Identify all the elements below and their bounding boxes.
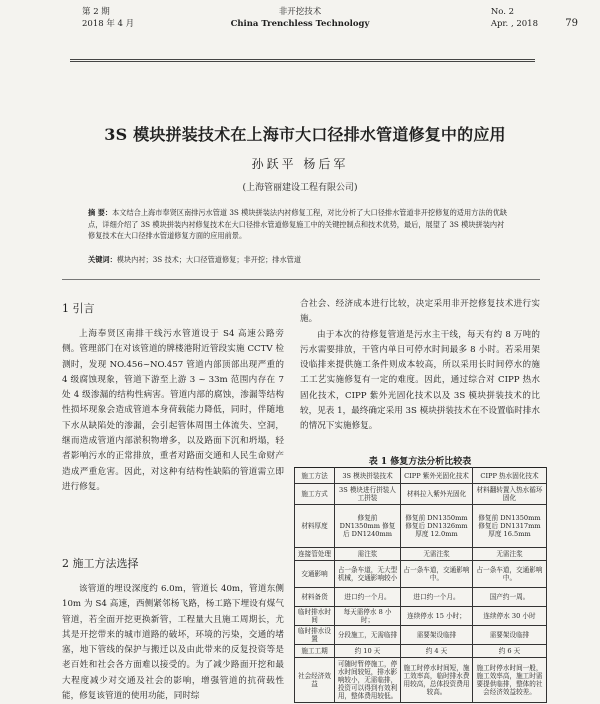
journal-name-en: China Trenchless Technology bbox=[230, 19, 370, 29]
abstract-label: 摘 要： bbox=[88, 208, 113, 217]
table-cell: 占一条车道，交通影响中。 bbox=[401, 561, 473, 588]
section-1-heading: 1 引言 bbox=[62, 302, 95, 315]
table-cell: 无需注浆 bbox=[473, 548, 547, 561]
abstract bbox=[88, 207, 508, 242]
table-cell: 材料拉入紫外光固化 bbox=[401, 484, 473, 505]
table-cell: 临时排水时间 bbox=[295, 607, 335, 626]
table-row bbox=[295, 658, 547, 703]
table-cell: 可随时暂停施工，停水时间较短，排水影响较小，无需临排，投资可以得到有效利用，整体费用较低。 bbox=[335, 658, 401, 703]
table-cell: 3S 模块拼装技术 bbox=[335, 468, 401, 484]
table-cell: 无需注浆 bbox=[401, 548, 473, 561]
table-cell: 施工时停水时间一般，施工效率高，施工时需要提供临排，整体的社会经济效益较差。 bbox=[473, 658, 547, 703]
table-cell: 连续停水 15 小时； bbox=[401, 607, 473, 626]
table-row bbox=[295, 607, 547, 626]
header-rule-thin bbox=[70, 61, 535, 62]
table-cell: 进口约一个月。 bbox=[335, 588, 401, 607]
table-cell: 交通影响 bbox=[295, 561, 335, 588]
table-cell: 需注浆 bbox=[335, 548, 401, 561]
header-right bbox=[490, 6, 578, 50]
table-cell: 修复前 DN1350mm 修复后 DN1326mm 厚度 12.0mm bbox=[401, 505, 473, 548]
table-cell: 连接管处理 bbox=[295, 548, 335, 561]
section-1-body bbox=[62, 327, 284, 495]
table-cell: CIPP 热水固化技术 bbox=[473, 468, 547, 484]
table-caption: 表 1 修复方法分析比较表 bbox=[368, 457, 472, 467]
table-cell: 3S 模块进行拼装人工拼装 bbox=[335, 484, 401, 505]
table-row bbox=[295, 561, 547, 588]
section-2-heading: 2 施工方法选择 bbox=[62, 557, 139, 570]
keywords-text: 模块内衬；3S 技术；大口径管道修复；非开挖；排水管道 bbox=[116, 255, 302, 264]
table-cell: 施工方式 bbox=[295, 484, 335, 505]
section-1-paragraph: 上海奉贤区南排干线污水管道设于 S4 高速公路旁侧。管理部门在对该管道的牌楼港附近管段实施 CCTV 检测时，发现 NO.456~NO.457 管道内部顶部出现严重的 4 级腐蚀现象，管道下游至上游 3 ~ 33m 范围内存在 7 处 4 级渗漏的结构性病害。管道内部的腐蚀，渗漏等结构性损坏现象会造成管道本身荷载能力降低，同时，伴随地下水从缺陷处的渗漏，会引起管体周围土体流失、空洞，继而造成管道内部淤积物增多，以及路面下沉和坍塌，轻者影响污水的正常排放，重者对路面交通和人民生命财产造成严重危害。因此，对这种有结构性缺陷的管道需立即进行修复。 bbox=[62, 329, 284, 492]
table-cell: 国产约一周。 bbox=[473, 588, 547, 607]
table-cell: 占一条车道，交通影响中。 bbox=[473, 561, 547, 588]
table-cell: 修复前 DN1350mm 修复后 DN1317mm 厚度 16.5mm bbox=[473, 505, 547, 548]
table-cell: 占一条车道，无大型机械，交通影响较小 bbox=[335, 561, 401, 588]
abstract-rule bbox=[62, 279, 540, 280]
table-cell: 施工工期 bbox=[295, 645, 335, 658]
table-row bbox=[295, 505, 547, 548]
keywords bbox=[88, 255, 508, 265]
header-rule bbox=[70, 59, 535, 60]
table-cell: 临时排水设置 bbox=[295, 626, 335, 645]
table-cell: 需要架设临排 bbox=[473, 626, 547, 645]
issue-date-en: Apr. , 2018 bbox=[490, 19, 538, 29]
table-row bbox=[295, 484, 547, 505]
journal-name-cn: 非开挖技术 bbox=[278, 7, 322, 17]
section-2-paragraph: 该管道的埋设深度约 6.0m，管道长 40m，管道东侧 10m 为 S4 高速，西侧紧邻杨飞路，杨工路下埋设有煤气管道，若全面开挖更换新管，工程量大且施工周期长，尤其是开挖带来的城市道路的破坏，环境的污染，交通的堵塞，地下管线的保护与搬迁以及由此带来的反复投资等是老百姓和社会各方面难以接受的。为了减少路面开挖和最大程度减少对交通及社会的影响，增强管道的抗荷载性能，修复该管道的使用功能，同时综 bbox=[62, 584, 284, 702]
issue-no: No. 2 bbox=[490, 7, 515, 17]
table-row bbox=[295, 588, 547, 607]
keywords-label: 关键词： bbox=[88, 255, 117, 264]
article-authors: 孙跃平 杨后军 bbox=[251, 157, 349, 171]
table-header-row bbox=[295, 468, 547, 484]
comparison-table bbox=[294, 467, 547, 703]
table-cell: 分段施工，无需临排 bbox=[335, 626, 401, 645]
table-cell: 需要架设临排 bbox=[401, 626, 473, 645]
section-1-paragraph-2: 由于本次的待修复管道是污水主干线，每天有约 8 万吨的污水需要排放，干管内单日可停水时间最多 8 小时。若采用架设临排来提供施工条件则成本较高，所以采用长时间停水的施工工艺实施修复有一定的难度。因此，通过综合对 CIPP 热水固化技术，CIPP 紫外光固化技术以及 3S 模块拼装技术的比较，见表 1，最终确定采用 3S 模块拼装技术在不设置临时排水的情况下实施修复。 bbox=[300, 329, 540, 432]
article-affiliation: (上海管丽建设工程有限公司) bbox=[242, 183, 358, 193]
table-cell: 连续停水 30 小时 bbox=[473, 607, 547, 626]
section-2-body bbox=[62, 582, 284, 704]
table-cell: 进口约一个月。 bbox=[401, 588, 473, 607]
table-cell: CIPP 紫外光固化技术 bbox=[401, 468, 473, 484]
section-1-paragraph-cont: 合社会、经济成本进行比较，决定采用非开挖修复技术进行实施。 bbox=[300, 299, 540, 325]
abstract-text: 本文结合上海市奉贤区南排污水管道 3S 模块拼装法内衬修复工程，对比分析了大口径排水管道非开挖修复的适用方法的优缺点，详细介绍了 3S 模块拼装内衬修复技术在大口径排水管道修复施工中的关键控制点和技术优势，最后，展望了 3S 模块拼装内衬修复技术在大口径排水管道修复方面的应用前景。 bbox=[88, 208, 508, 240]
issue-number: 第 2 期 bbox=[82, 7, 110, 17]
table-cell: 每天需停水 8 小时； bbox=[335, 607, 401, 626]
table-cell: 修复前 DN1350mm 修复后 DN1240mm bbox=[335, 505, 401, 548]
table-cell: 约 4 天 bbox=[401, 645, 473, 658]
table-row bbox=[295, 626, 547, 645]
table-row bbox=[295, 548, 547, 561]
table-cell: 材料翻转置入热水循环固化 bbox=[473, 484, 547, 505]
table-cell: 约 10 天 bbox=[335, 645, 401, 658]
table-cell: 施工时停水时间短，施工效率高，临时排水费用较高，总体投资费用较高。 bbox=[401, 658, 473, 703]
issue-date: 2018 年 4 月 bbox=[82, 19, 135, 29]
table-cell: 约 6 天 bbox=[473, 645, 547, 658]
page-number: 79 bbox=[565, 18, 578, 29]
article-title: 3S 模块拼装技术在上海市大口径排水管道修复中的应用 bbox=[104, 125, 506, 144]
table-cell: 施工方法 bbox=[295, 468, 335, 484]
table-row bbox=[295, 645, 547, 658]
table-cell: 社会经济效益 bbox=[295, 658, 335, 703]
right-column-body bbox=[300, 297, 540, 435]
table-cell: 材料备货 bbox=[295, 588, 335, 607]
table-cell: 材料厚度 bbox=[295, 505, 335, 548]
